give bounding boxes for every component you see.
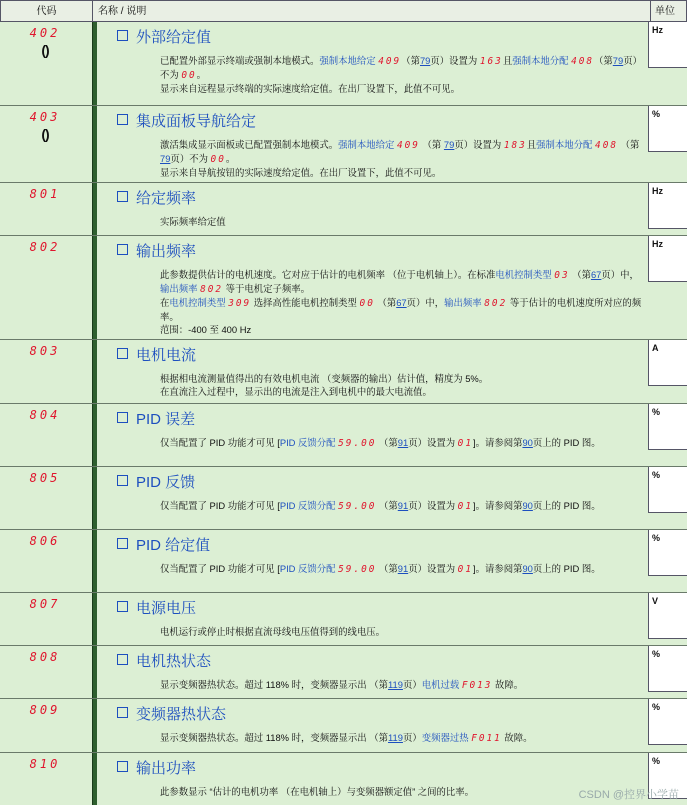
- param-code-cell: [0, 467, 90, 485]
- text-segment: 已配置外部显示终端或强制本地模式。: [160, 55, 320, 66]
- text-segment: 显示来自远程显示终端的实际速度给定值。在出厂设置下，此值不可见。: [160, 83, 461, 94]
- param-code-cell: [0, 236, 90, 254]
- text-segment: ]。请参阅第: [472, 563, 523, 574]
- text-segment: 选择高性能电机控制类型: [251, 297, 360, 308]
- text-segment: 根据相电流测量值得出的有效电机电流 （变频器的输出）估计值，精度为 5%。: [160, 373, 489, 384]
- param-title: [117, 112, 256, 132]
- text-segment: 电机运行或停止时根据直流母线电压值得到的线电压。: [160, 626, 386, 637]
- text-segment: 在直流注入过程中，显示出的电流是注入到电机中的最大电流值。: [160, 386, 432, 397]
- param-description: [160, 678, 642, 692]
- param-description: [160, 731, 642, 745]
- text-segment: 页）中，: [601, 269, 639, 280]
- param-value-code: F013: [461, 680, 493, 691]
- text-segment: 页）设置为: [430, 55, 480, 66]
- checkbox-icon: [117, 244, 128, 255]
- page-ref-link[interactable]: 119: [387, 732, 403, 743]
- text-segment: 范围：-400 至 400 Hz: [160, 324, 252, 335]
- param-code: 806: [29, 534, 61, 548]
- param-title-text: 变频器热状态: [136, 706, 227, 723]
- param-code: 801: [29, 187, 61, 201]
- param-description: [160, 562, 642, 576]
- param-row-801: [0, 183, 687, 236]
- description-line: [160, 296, 642, 323]
- param-value-code: 802: [484, 298, 508, 309]
- param-description: [160, 436, 642, 450]
- param-value-code: 01: [457, 564, 473, 575]
- param-link[interactable]: 输出频率: [444, 297, 482, 308]
- checkbox-icon: [117, 601, 128, 612]
- param-link[interactable]: 电机控制类型: [495, 269, 552, 280]
- param-value-code: 59.00: [338, 501, 377, 512]
- checkbox-icon: [117, 348, 128, 359]
- drive-running-icon: (): [41, 126, 49, 142]
- text-segment: 仅当配置了 PID 功能才可见 [: [160, 437, 280, 448]
- param-title: [117, 410, 195, 430]
- checkbox-icon: [117, 654, 128, 665]
- checkbox-icon: [117, 114, 128, 125]
- param-link[interactable]: 电机过载: [421, 679, 460, 690]
- text-segment: （第: [376, 437, 398, 448]
- page-ref-link[interactable]: 79: [160, 153, 171, 164]
- watermark: CSDN @控界小学苗: [578, 789, 679, 801]
- param-link[interactable]: 强制本地分配: [512, 55, 569, 66]
- param-title-text: PID 给定值: [136, 537, 211, 554]
- text-segment: （第: [376, 500, 398, 511]
- param-unit: %: [648, 753, 687, 799]
- page-ref-link[interactable]: 90: [522, 437, 533, 448]
- param-code-cell: [0, 340, 90, 358]
- text-segment: 仅当配置了 PID 功能才可见 [: [160, 563, 280, 574]
- text-segment: 故障。: [492, 679, 524, 690]
- text-segment: 页上的 PID 图。: [532, 563, 601, 574]
- text-segment: （第: [376, 563, 398, 574]
- param-unit: A: [648, 340, 687, 386]
- header-unit: 单位: [655, 6, 675, 17]
- text-segment: 页）不为: [160, 55, 642, 80]
- param-link[interactable]: 强制本地给定: [338, 139, 395, 150]
- param-value-code: 03: [554, 270, 570, 281]
- param-code-cell: [0, 183, 90, 201]
- param-row-807: [0, 593, 687, 646]
- param-value-code: 163: [479, 56, 503, 67]
- param-code: 804: [29, 408, 61, 422]
- text-segment: 此参数显示 “估计的电机功率 （在电机轴上）与变频器额定值” 之间的比率。: [160, 786, 475, 797]
- param-description: [160, 785, 642, 798]
- description-line: [160, 372, 642, 385]
- description-line: [160, 54, 642, 82]
- param-unit: %: [648, 530, 687, 576]
- param-title: [117, 536, 210, 556]
- table-header: [0, 0, 687, 22]
- text-segment: 页）不为: [170, 153, 211, 164]
- param-unit: %: [648, 699, 687, 745]
- param-value-code: 59.00: [338, 438, 377, 449]
- text-segment: 。: [225, 153, 236, 164]
- description-line: [160, 82, 642, 95]
- param-title: [117, 599, 196, 619]
- text-segment: 页）设置为: [408, 500, 458, 511]
- param-description: [160, 268, 642, 336]
- text-segment: 页上的 PID 图。: [532, 500, 601, 511]
- text-segment: 且: [502, 55, 513, 66]
- param-unit: %: [648, 646, 687, 692]
- description-line: [160, 268, 642, 296]
- param-code: 810: [29, 757, 61, 771]
- text-segment: 实际频率给定值: [160, 216, 226, 227]
- param-value-code: 309: [228, 298, 252, 309]
- description-line: [160, 499, 642, 513]
- text-segment: 仅当配置了 PID 功能才可见 [: [160, 500, 280, 511]
- checkbox-icon: [117, 707, 128, 718]
- param-code-cell: [0, 22, 90, 58]
- param-title-text: 外部给定值: [136, 29, 212, 46]
- text-segment: 且: [526, 139, 537, 150]
- param-row-403: [0, 106, 687, 183]
- checkbox-icon: [117, 475, 128, 486]
- param-row-806: [0, 530, 687, 593]
- param-unit: Hz: [648, 22, 687, 68]
- param-link[interactable]: PID 反馈分配: [279, 500, 336, 511]
- text-segment: （第: [569, 269, 591, 280]
- text-segment: 页）: [402, 679, 422, 690]
- description-line: [160, 385, 642, 398]
- description-line: [160, 215, 642, 228]
- param-link[interactable]: 强制本地给定: [319, 55, 376, 66]
- description-line: [160, 323, 642, 336]
- text-segment: 显示变频器热状态。超过 118% 时，变频器显示出 （第: [160, 679, 388, 690]
- text-segment: ]。请参阅第: [472, 437, 523, 448]
- param-code: 403: [29, 110, 61, 124]
- param-value-code: 00: [359, 298, 375, 309]
- param-link[interactable]: PID 反馈分配: [279, 563, 336, 574]
- param-link[interactable]: 强制本地分配: [536, 139, 593, 150]
- param-title-text: 电机热状态: [136, 653, 212, 670]
- param-unit: Hz: [648, 236, 687, 282]
- param-code-cell: [0, 106, 90, 142]
- param-title-text: 集成面板导航给定: [136, 113, 257, 130]
- checkbox-icon: [117, 191, 128, 202]
- description-line: [160, 731, 642, 745]
- param-value-code: 59.00: [338, 564, 377, 575]
- description-line: [160, 785, 642, 798]
- text-segment: 等于电机定子频率。: [223, 283, 311, 294]
- param-description: [160, 138, 642, 179]
- param-value-code: F011: [471, 733, 502, 744]
- param-title: [117, 242, 196, 262]
- page-ref-link[interactable]: 91: [397, 437, 409, 448]
- param-title: [117, 28, 211, 48]
- param-row-808: [0, 646, 687, 699]
- param-row-804: [0, 404, 687, 467]
- page-ref-link[interactable]: 90: [522, 563, 533, 574]
- description-line: [160, 138, 642, 166]
- param-title-text: PID 反馈: [136, 474, 196, 491]
- param-row-802: [0, 236, 687, 340]
- header-code: 代码: [1, 1, 93, 23]
- param-code: 808: [29, 650, 61, 664]
- param-link[interactable]: 变频器过热: [421, 732, 469, 743]
- text-segment: 页）: [402, 732, 422, 743]
- param-code: 805: [29, 471, 61, 485]
- description-line: [160, 562, 642, 576]
- param-title: [117, 473, 195, 493]
- text-segment: 此参数提供估计的电机速度。它对应于估计的电机频率 （位于电机轴上）。在标准: [160, 269, 496, 280]
- param-value-code: 183: [503, 140, 527, 151]
- param-value-code: 409: [378, 56, 402, 67]
- param-row-402: [0, 22, 687, 106]
- param-unit: %: [648, 467, 687, 513]
- param-row-809: [0, 699, 687, 753]
- description-line: [160, 625, 642, 638]
- header-name: 名称 / 说明: [93, 1, 651, 23]
- checkbox-icon: [117, 412, 128, 423]
- text-segment: （第: [594, 55, 613, 66]
- description-line: [160, 678, 642, 692]
- param-code: 809: [29, 703, 61, 717]
- text-segment: （第: [617, 139, 640, 150]
- param-description: [160, 54, 642, 95]
- page-ref-link[interactable]: 90: [522, 500, 533, 511]
- param-title-text: 给定频率: [136, 190, 197, 207]
- page-ref-link[interactable]: 91: [397, 563, 409, 574]
- description-line: [160, 436, 642, 450]
- description-line: [160, 166, 642, 179]
- param-title-text: 输出功率: [136, 760, 197, 777]
- text-segment: 页）设置为: [408, 563, 458, 574]
- param-unit: Hz: [648, 183, 687, 229]
- param-unit: V: [648, 593, 687, 639]
- param-row-803: [0, 340, 687, 404]
- page-ref-link[interactable]: 119: [387, 679, 403, 690]
- text-segment: 故障。: [501, 732, 533, 743]
- param-code: 802: [29, 240, 61, 254]
- param-title-text: 电机电流: [136, 347, 197, 364]
- text-segment: 页）设置为: [408, 437, 458, 448]
- param-description: [160, 625, 642, 638]
- param-value-code: 408: [571, 56, 595, 67]
- drive-running-icon: (): [41, 42, 49, 58]
- text-segment: ]。请参阅第: [472, 500, 523, 511]
- page-ref-link[interactable]: 67: [590, 269, 602, 280]
- param-unit: %: [648, 404, 687, 450]
- param-title: [117, 189, 196, 209]
- checkbox-icon: [117, 538, 128, 549]
- param-code-cell: [0, 593, 90, 611]
- param-link[interactable]: 输出频率: [160, 283, 198, 294]
- param-code-cell: [0, 646, 90, 664]
- text-segment: 。: [196, 69, 207, 80]
- param-link[interactable]: PID 反馈分配: [279, 437, 336, 448]
- page-ref-link[interactable]: 67: [396, 297, 407, 308]
- text-segment: （第: [401, 55, 420, 66]
- page-ref-link[interactable]: 79: [443, 139, 455, 150]
- param-value-code: 01: [457, 438, 473, 449]
- page-ref-link[interactable]: 91: [397, 500, 409, 511]
- param-value-code: 01: [457, 501, 473, 512]
- text-segment: （第: [374, 297, 397, 308]
- param-title: [117, 705, 226, 725]
- param-code: 402: [29, 26, 61, 40]
- param-title-text: 输出频率: [136, 243, 197, 260]
- param-unit: %: [648, 106, 687, 152]
- param-description: [160, 372, 642, 398]
- param-description: [160, 215, 642, 228]
- param-description: [160, 499, 642, 513]
- param-value-code: 00: [181, 70, 197, 81]
- param-value-code: 00: [210, 154, 226, 165]
- text-segment: 激活集成显示面板或已配置强制本地模式。: [160, 139, 339, 150]
- text-segment: 显示来自导航按钮的实际速度给定值。在出厂设置下，此值不可见。: [160, 167, 442, 178]
- text-segment: 等于估计的电机速度所对应的频率。: [160, 297, 642, 322]
- param-value-code: 409: [397, 140, 420, 151]
- param-code: 803: [29, 344, 61, 358]
- param-code-cell: [0, 753, 90, 771]
- text-segment: （第: [419, 139, 444, 150]
- text-segment: 页上的 PID 图。: [532, 437, 601, 448]
- param-title: [117, 652, 211, 672]
- checkbox-icon: [117, 30, 128, 41]
- page-ref-link[interactable]: 79: [612, 55, 624, 66]
- text-segment: 页）中，: [406, 297, 445, 308]
- param-title-text: PID 误差: [136, 411, 196, 428]
- param-value-code: 802: [200, 284, 224, 295]
- text-segment: 页）设置为: [454, 139, 504, 150]
- param-link[interactable]: 电机控制类型: [169, 297, 226, 308]
- param-code: 807: [29, 597, 61, 611]
- text-segment: 显示变频器热状态。超过 118% 时，变频器显示出 （第: [160, 732, 388, 743]
- param-title: [117, 346, 196, 366]
- param-code-cell: [0, 404, 90, 422]
- checkbox-icon: [117, 761, 128, 772]
- text-segment: 在: [160, 297, 170, 308]
- param-title: [117, 759, 196, 779]
- page-ref-link[interactable]: 79: [419, 55, 431, 66]
- param-value-code: 408: [595, 140, 618, 151]
- param-code-cell: [0, 699, 90, 717]
- param-row-805: [0, 467, 687, 530]
- param-title-text: 电源电压: [136, 600, 197, 617]
- param-code-cell: [0, 530, 90, 548]
